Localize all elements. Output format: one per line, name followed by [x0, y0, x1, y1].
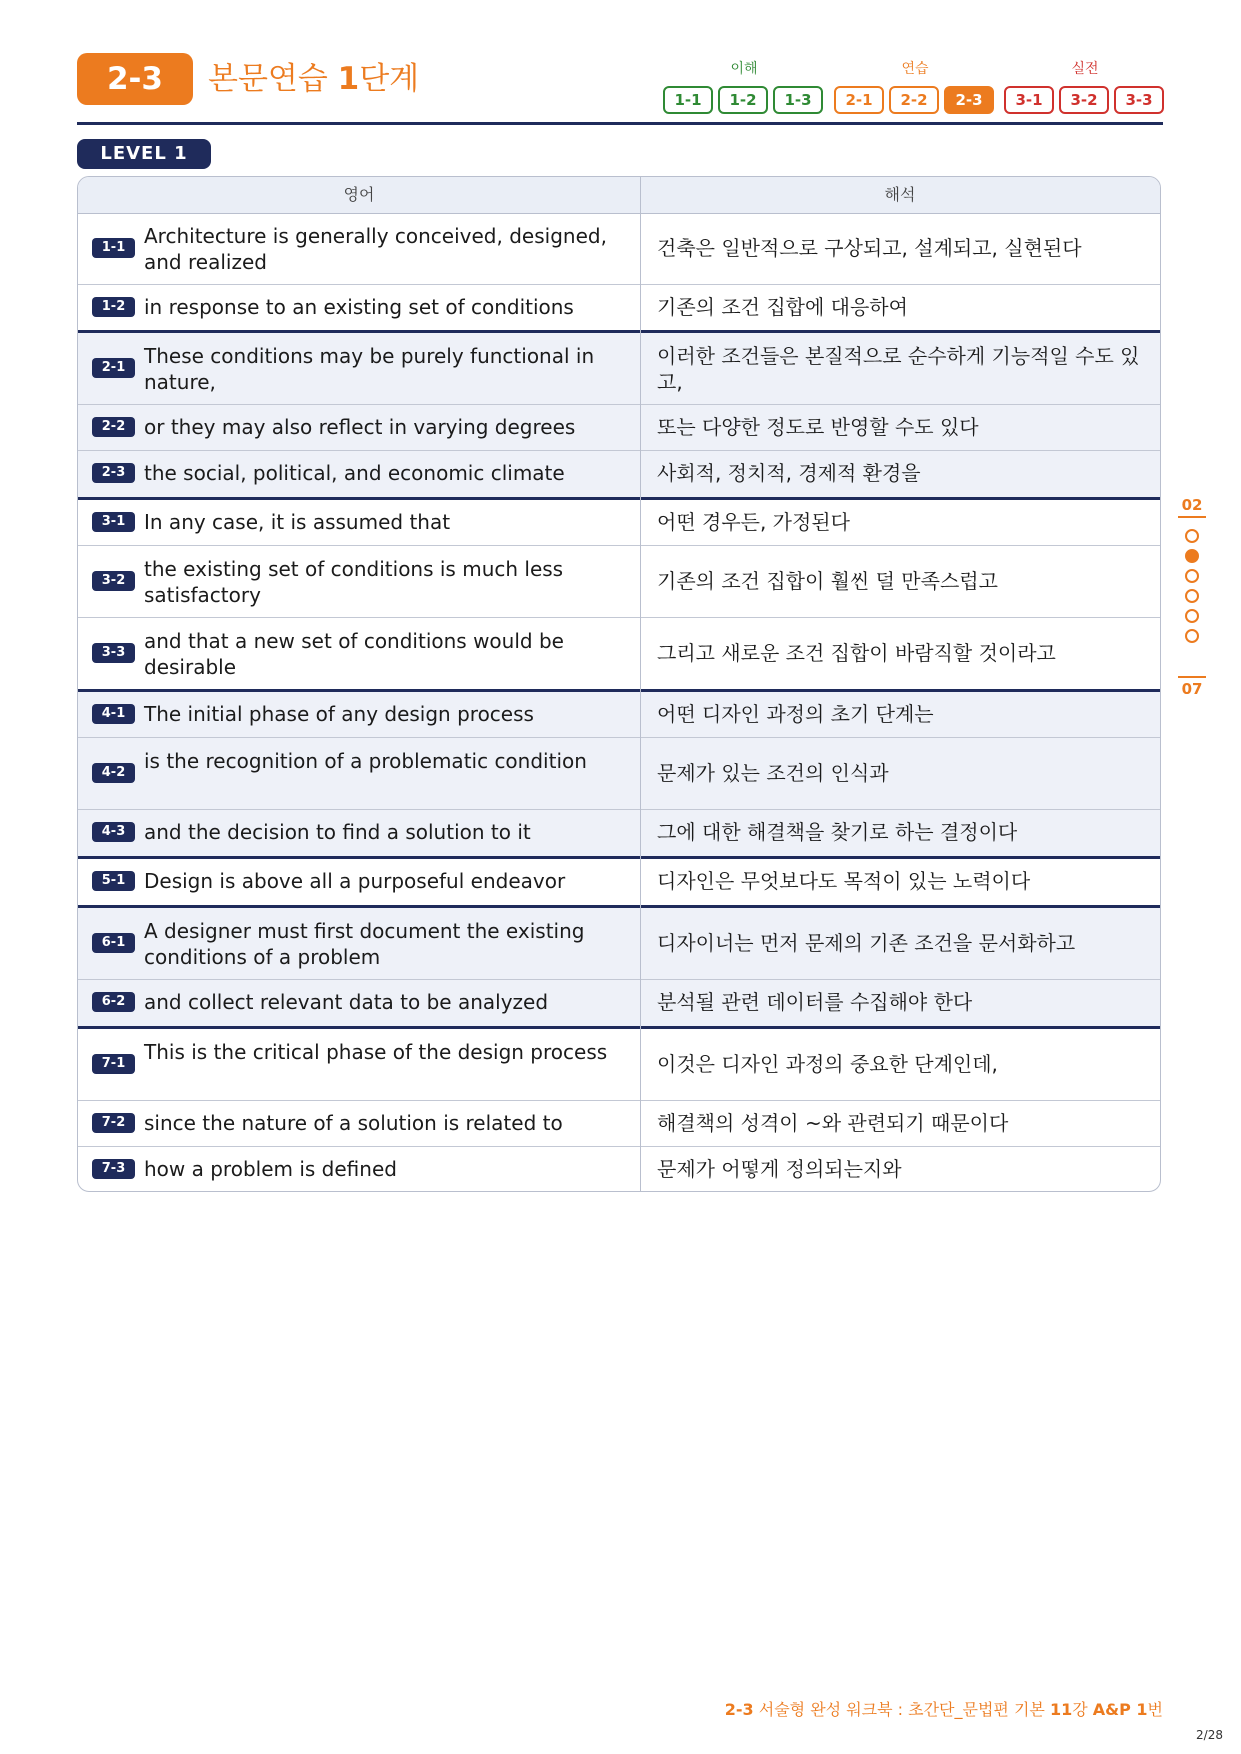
side-range-end: 07 [1181, 680, 1203, 698]
row-number-badge: 3-3 [92, 643, 135, 663]
header-divider [77, 122, 1163, 125]
english-text: A designer must first document the existing conditions of a problem [144, 919, 585, 969]
footer-ap: A&P 1 [1092, 1700, 1148, 1719]
table-row [78, 908, 1160, 980]
nav-group-label-real: 실전 [1071, 61, 1099, 77]
row-number-badge: 6-1 [92, 933, 135, 953]
table-row [78, 213, 1160, 285]
side-line-top [1178, 516, 1206, 518]
nav-group-label-understand: 이해 [730, 61, 758, 77]
footer-text-c: 번 [1147, 1700, 1163, 1719]
korean-text: 그에 대한 해결책을 찾기로 하는 결정이다 [657, 820, 1018, 844]
footer-caption [725, 1697, 1163, 1720]
table-row [78, 692, 1160, 738]
korean-text: 디자이너는 먼저 문제의 기존 조건을 문서화하고 [657, 931, 1076, 955]
row-number-badge: 2-2 [92, 417, 135, 437]
korean-text: 문제가 있는 조건의 인식과 [657, 761, 889, 785]
side-range-start: 02 [1181, 496, 1203, 514]
table-row [78, 405, 1160, 451]
table-row [78, 1147, 1160, 1192]
english-text: In any case, it is assumed that [144, 510, 451, 534]
side-progress-dots [1185, 529, 1199, 649]
english-text: since the nature of a solution is related to [144, 1111, 563, 1135]
english-text: how a problem is defined [144, 1157, 397, 1181]
nav-item-2-3-active[interactable]: 2-3 [944, 86, 994, 114]
table-row [78, 500, 1160, 546]
progress-dot[interactable] [1185, 529, 1199, 543]
english-text: in response to an existing set of conditions [144, 295, 574, 319]
row-number-badge: 5-1 [92, 871, 135, 891]
row-number-badge: 4-1 [92, 704, 135, 724]
row-number-badge: 1-1 [92, 238, 135, 258]
table-row [78, 285, 1160, 333]
page-title [208, 56, 419, 102]
nav-item-2-1[interactable]: 2-1 [834, 86, 884, 114]
row-number-badge: 6-2 [92, 992, 135, 1012]
translation-table [77, 176, 1161, 1192]
table-row [78, 738, 1160, 810]
korean-text: 이러한 조건들은 본질적으로 순수하게 기능적일 수도 있고, [657, 344, 1140, 394]
side-line-bottom [1178, 676, 1206, 678]
table-row [78, 451, 1160, 500]
row-number-badge: 4-2 [92, 763, 135, 783]
footer-text-b: 강 [1072, 1700, 1093, 1719]
korean-text: 이것은 디자인 과정의 중요한 단계인데, [657, 1052, 998, 1076]
korean-text: 사회적, 정치적, 경제적 환경을 [657, 461, 921, 485]
nav-item-3-1[interactable]: 3-1 [1004, 86, 1054, 114]
english-text: is the recognition of a problematic condition [144, 749, 587, 773]
table-row [78, 1029, 1160, 1101]
english-text: or they may also reflect in varying degrees [144, 415, 576, 439]
english-text: and that a new set of conditions would be desirable [144, 629, 564, 679]
table-row [78, 810, 1160, 859]
korean-text: 해결책의 성격이 ~와 관련되기 때문이다 [657, 1111, 1009, 1135]
nav-group-label-practice: 연습 [901, 61, 929, 77]
row-number-badge: 7-1 [92, 1054, 135, 1074]
english-text: and collect relevant data to be analyzed [144, 990, 549, 1014]
row-number-badge: 1-2 [92, 297, 135, 317]
korean-text: 기존의 조건 집합이 훨씬 덜 만족스럽고 [657, 569, 998, 593]
korean-text: 문제가 어떻게 정의되는지와 [657, 1157, 902, 1181]
korean-text: 분석될 관련 데이터를 수집해야 한다 [657, 990, 973, 1014]
table-row [78, 980, 1160, 1029]
english-text: and the decision to find a solution to it [144, 820, 531, 844]
nav-item-1-1[interactable]: 1-1 [663, 86, 713, 114]
progress-dot[interactable] [1185, 589, 1199, 603]
row-number-badge: 7-2 [92, 1113, 135, 1133]
progress-dot[interactable] [1185, 569, 1199, 583]
page-number: 2/28 [1196, 1728, 1223, 1742]
progress-dot[interactable] [1185, 609, 1199, 623]
korean-text: 어떤 경우든, 가정된다 [657, 510, 850, 534]
progress-dot[interactable] [1185, 629, 1199, 643]
nav-item-3-2[interactable]: 3-2 [1059, 86, 1109, 114]
korean-text: 건축은 일반적으로 구상되고, 설계되고, 실현된다 [657, 236, 1082, 260]
nav-group-real [1004, 86, 1164, 114]
korean-text: 그리고 새로운 조건 집합이 바람직할 것이라고 [657, 641, 1056, 665]
footer-code: 2-3 [724, 1700, 754, 1719]
nav-item-1-3[interactable]: 1-3 [773, 86, 823, 114]
row-number-badge: 4-3 [92, 822, 135, 842]
nav-item-1-2[interactable]: 1-2 [718, 86, 768, 114]
row-number-badge: 7-3 [92, 1159, 135, 1179]
nav-group-practice [834, 86, 994, 114]
english-text: the existing set of conditions is much less satisfactory [144, 557, 564, 607]
row-number-badge: 2-3 [92, 463, 135, 483]
table-header [78, 177, 1160, 214]
korean-text: 기존의 조건 집합에 대응하여 [657, 295, 908, 319]
progress-dot-active[interactable] [1185, 549, 1199, 563]
korean-text: 어떤 디자인 과정의 초기 단계는 [657, 702, 934, 726]
section-badge: 2-3 [77, 53, 193, 105]
table-row [78, 1101, 1160, 1147]
column-header-english: 영어 [343, 185, 375, 204]
korean-text: 또는 다양한 정도로 반영할 수도 있다 [657, 415, 979, 439]
table-row [78, 546, 1160, 618]
title-part-c: 단계 [359, 61, 420, 97]
level-badge: LEVEL 1 [77, 139, 211, 169]
english-text: Design is above all a purposeful endeavor [144, 869, 566, 893]
english-text: These conditions may be purely functional in nature, [144, 344, 595, 394]
table-row [78, 618, 1160, 692]
english-text: The initial phase of any design process [144, 702, 534, 726]
title-part-a: 본문연습 [208, 61, 338, 97]
nav-item-3-3[interactable]: 3-3 [1114, 86, 1164, 114]
column-header-korean: 해석 [884, 185, 916, 204]
nav-group-understand [663, 86, 823, 114]
english-text: This is the critical phase of the design process [144, 1040, 608, 1064]
nav-item-2-2[interactable]: 2-2 [889, 86, 939, 114]
english-text: Architecture is generally conceived, designed, and realized [144, 224, 607, 274]
row-number-badge: 3-2 [92, 571, 135, 591]
column-divider [640, 177, 641, 1191]
footer-text-a: 서술형 완성 워크북 : 초간단_문법편 기본 [753, 1700, 1050, 1719]
english-text: the social, political, and economic climate [144, 461, 565, 485]
title-part-b: 1 [337, 61, 360, 97]
row-number-badge: 2-1 [92, 358, 135, 378]
row-number-badge: 3-1 [92, 512, 135, 532]
footer-lesson-number: 11 [1049, 1700, 1073, 1719]
korean-text: 디자인은 무엇보다도 목적이 있는 노력이다 [657, 869, 1031, 893]
table-row [78, 859, 1160, 908]
table-row [78, 333, 1160, 405]
